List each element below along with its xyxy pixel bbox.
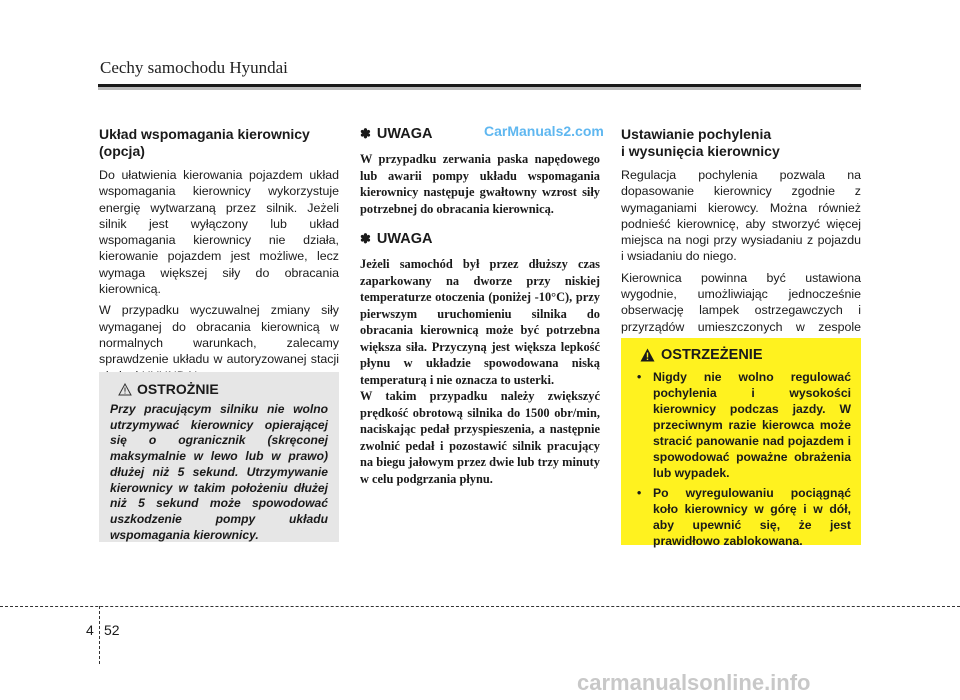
asterisk-icon: ✽ [360, 126, 371, 141]
warning-triangle-icon [640, 348, 655, 362]
caution-title: OSTROŻNIE [137, 381, 219, 397]
column-tilt-steering [621, 126, 861, 356]
warning-box [621, 338, 861, 548]
caution-box [99, 372, 339, 542]
body-paragraph: Regulacja pochylenia pozwala na dopasowanie kierownicy zgodnie z wymaganiami kierowcy. Można również podnieść kierownicę, aby stworzyć więcej miejsca na nogi przy wysiadaniu z pojazdu i wsiadaniu do niego. [621, 168, 861, 264]
page-number: 52 [104, 622, 120, 638]
page-header-title: Cechy samochodu Hyundai [100, 58, 288, 77]
warning-list [631, 369, 851, 549]
footer-dashed-rule [0, 606, 960, 607]
note-title: UWAGA [376, 231, 433, 247]
caution-header [118, 381, 328, 397]
column-notes [360, 126, 600, 491]
note-title: UWAGA [376, 126, 433, 142]
page-section-number: 4 [86, 622, 94, 638]
warning-title: OSTRZEŻENIE [661, 347, 763, 363]
footer-dashed-divider [99, 606, 100, 664]
warning-triangle-icon [118, 383, 132, 396]
note-header [360, 231, 600, 247]
column-power-steering [99, 126, 339, 389]
section-heading-tilt-steering: Ustawianie pochylenia i wysunięcia kierownicy [621, 126, 780, 159]
warning-header [640, 347, 851, 363]
header-rule-shadow [98, 87, 861, 90]
note-header [360, 126, 600, 142]
note-text: W przypadku zerwania paska napędowego lub awarii pompy układu wspomagania kierownicy następuje gwałtowny wzrost siły potrzebnej do obracania kierownicą. [360, 152, 600, 216]
warning-item: • Nigdy nie wolno regulować pochylenia i wysokości kierownicy podczas jazdy. W przeciwnym razie kierowca może stracić panowanie nad pojazdem i spowodować poważne obrażenia lub wypadek. [631, 369, 851, 481]
caution-text: Przy pracującym silniku nie wolno utrzymywać kierownicy opierającej się o ogranicznik (skręconej maksymalnie w lewo lub w prawo) dłużej niż 5 sekund. Utrzymywanie kierownicy w takim położeniu dłużej niż 5 sekund może spowodować uszkodzenie pompy układu wspomagania kierownicy. [110, 402, 328, 542]
warning-item: • Po wyregulowaniu pociągnąć koło kierownicy w górę i w dół, aby upewnić się, że jest prawidłowo zablokowana. [631, 485, 851, 549]
footer-logo: carmanualsonline.info [577, 670, 811, 695]
note-text: Jeżeli samochód był przez dłuższy czas zaparkowany na dworze przy niskiej temperaturze otoczenia (poniżej -10°C), przy pierwszym uruchomieniu silnika do obracania kierownicą może być potrzebna większa siła. Przyczyną jest większa lepkość płynu w układzie spowodowana niską temperaturą i nie oznacza to usterki. W takim przypadku należy zwiększyć prędkość obrotową silnika do 1500 obr/min, naciskając pedał przyspieszenia, a następnie zwolnić pedał i pozostawić silnik pracujący na biegu jałowym przez dwie lub trzy minuty w celu podgrzania płynu. [360, 257, 600, 486]
body-paragraph: Kierownica powinna być ustawiona wygodnie, umożliwiając jednocześnie obserwację lampek ostrzegawczych i przyrządów umieszczonych w zespole [621, 270, 861, 334]
body-paragraph: W przypadku wyczuwalnej zmiany siły wymaganej do obracania kierownicą w normalnych warunkach, zalecamy sprawdzenie układu w autoryzowanej stacji [99, 303, 339, 367]
watermark-text: CarManuals2.com [484, 123, 604, 139]
section-heading-power-steering: Układ wspomagania kierownicy (opcja) [99, 126, 310, 159]
body-paragraph: Do ułatwienia kierowania pojazdem układ wspomagania kierownicy wykorzystuje energię wytwarzaną przez silnik. Jeżeli silnik jest wyłączony lub układ wspomagania kierownicy nie działa, kierowanie pojazdem jest możliwe, lecz wymaga większej siły do obracania kierownicą. [99, 168, 339, 297]
asterisk-icon: ✽ [360, 231, 371, 246]
